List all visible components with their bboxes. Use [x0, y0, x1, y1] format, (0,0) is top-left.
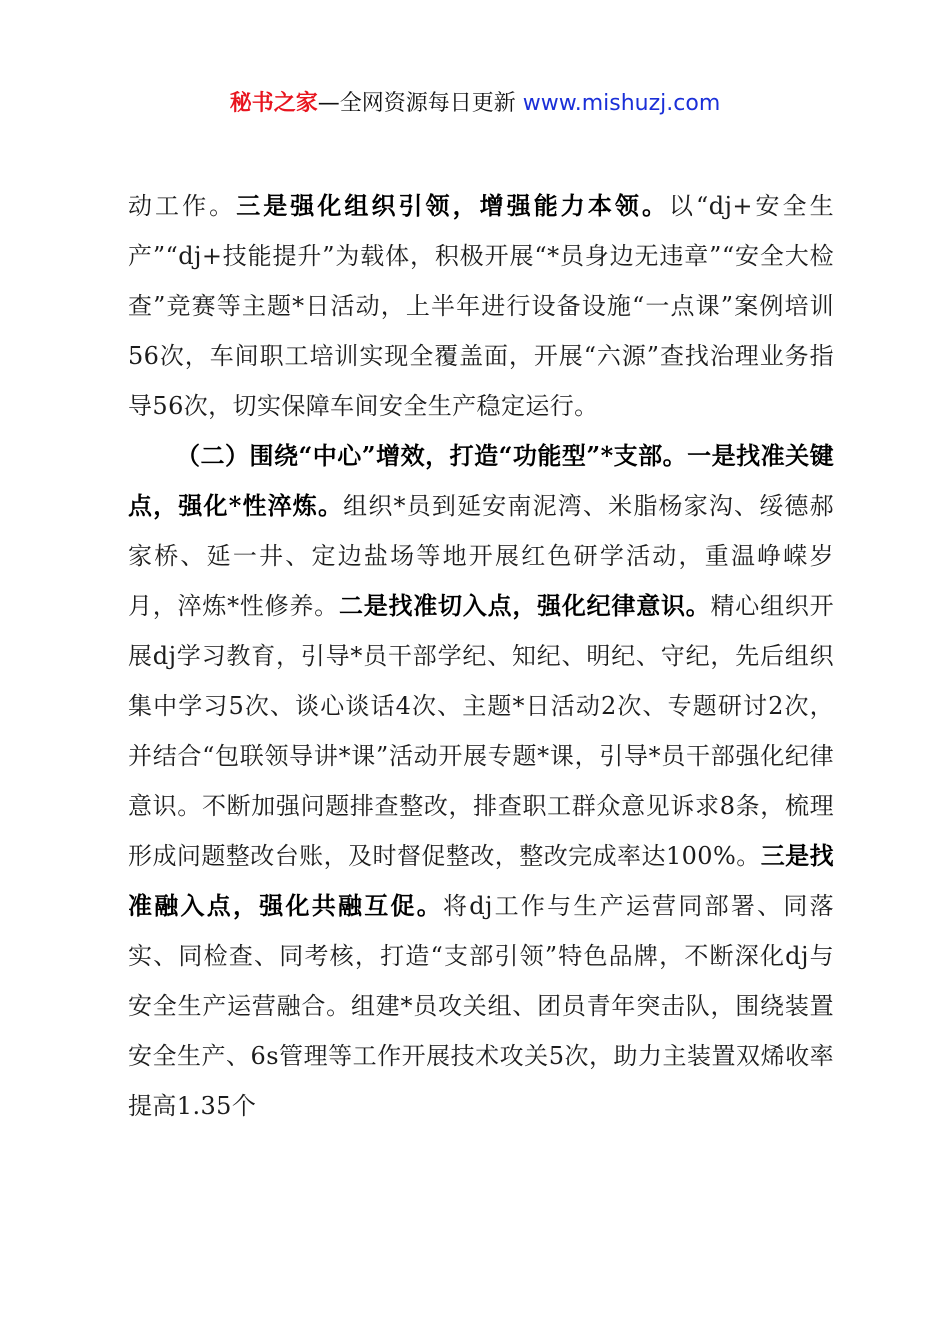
- paragraph-2: [128, 431, 834, 1131]
- paragraph-2-text-1: 组织*员到延安南泥湾、米脂杨家沟、绥德郝家桥、延一井、定边盐场等地开展红色研学活动，重温峥嵘岁月，淬炼*性修养。: [128, 492, 834, 620]
- paragraph-2-bold-1: （二）围绕“中心”增效，打造“功能型”*支部。一是找准关键点，强化*性淬炼。: [128, 441, 834, 520]
- header-brand: 秘书之家: [229, 91, 318, 116]
- paragraph-2-text-2: 精心组织开展dj学习教育，引导*员干部学纪、知纪、明纪、守纪，先后组织集中学习5次、谈心谈话4次、主题*日活动2次、专题研讨2次，并结合“包联领导讲*课”活动开展专题*课，引导*员干部强化纪律意识。不断加强问题排查整改，排查职工群众意见诉求8条，梳理形成问题整改台账，及时督促整改，整改完成率达100%。: [128, 592, 835, 870]
- document-body: [128, 181, 834, 1131]
- header-tagline: —全网资源每日更新: [317, 91, 523, 116]
- paragraph-1-text-1: 动工作。: [128, 192, 237, 220]
- paragraph-2-text-3: 将dj工作与生产运营同部署、同落实、同检查、同考核，打造“支部引领”特色品牌，不断深化dj与安全生产运营融合。组建*员攻关组、团员青年突击队，围绕装置安全生产、6s管理等工作开展技术攻关5次，助力主装置双烯收率提高1.35个: [128, 892, 834, 1120]
- paragraph-2-bold-2: 二是找准切入点，强化纪律意识。: [338, 591, 711, 620]
- paragraph-1-bold-1: 三是强化组织引领，增强能力本领。: [236, 191, 669, 220]
- paragraph-2-bold-3: 三是找准融入点，强化共融互促。: [128, 841, 834, 920]
- paragraph-1: [128, 181, 834, 431]
- header-site-link[interactable]: www.mishuzj.com: [522, 91, 721, 116]
- paragraph-1-text-2: 以“dj+安全生产”“dj+技能提升”为载体，积极开展“*员身边无违章”“安全大检查”竞赛等主题*日活动，上半年进行设备设施“一点课”案例培训56次，车间职工培训实现全覆盖面，开展“六源”查找治理业务指导56次，切实保障车间安全生产稳定运行。: [128, 192, 834, 420]
- page-header: [0, 86, 950, 122]
